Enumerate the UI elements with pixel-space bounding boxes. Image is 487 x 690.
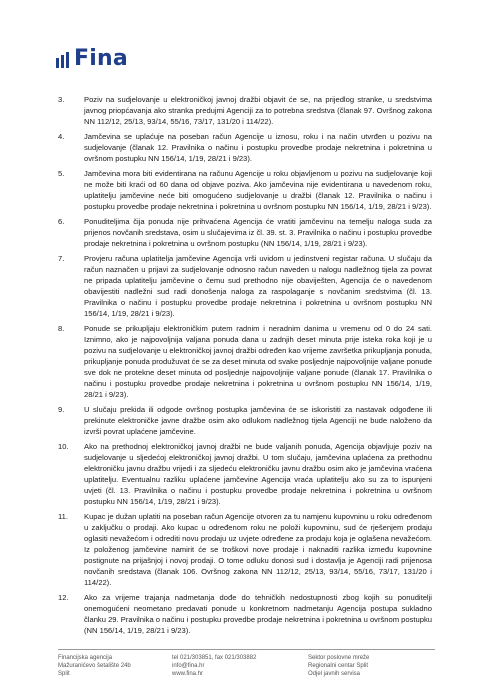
item-number: 5. [58, 169, 65, 178]
item-text: Ponude se prikupljaju elektroničkim putem radnim i neradnim danima u vremenu od 0 do 24 sati. Iznimno, ako je najpovoljnija valjana ponuda dana u zadnjih deset minuta prije isteka roka koji je u pozivu na sudjelovanje u elektroničkoj javnoj dražbi određen kao vrijeme završetka prikupljanja ponuda, prikupljanje ponuda produžuvat će se za deset minuta od svake posljednje najpovoljnije valjane ponude sve dok ne protekne deset minuta od posljednje najpovoljnije valjane ponude (članak 17. Pravilnika o načinu i postupku provedbe prodaje nekretnina i pokretnina u ovršnom postupku NN 156/14, 1/19, 28/21 i 9/23). [84, 324, 432, 399]
footer-regional-centre: Regionalni centar Split [308, 663, 369, 669]
item-number: 4. [58, 132, 65, 141]
item-text: Poziv na sudjelovanje u elektroničkoj javnoj dražbi objavit će se, na prijedlog stranke, u sredstvima javnog priopćavanja ako stranka predujmi Agenciji za to potrebna sredstva (članak 97. Ovršnog zakona NN 112/12, 25/13, 93/14, 55/16, 73/17, 131/20 i 114/22). [84, 95, 432, 126]
logo-bar [56, 58, 59, 68]
logo-bar [61, 55, 64, 68]
item-number: 3. [58, 95, 65, 104]
footer-city: Split [58, 671, 70, 677]
item-number: 9. [58, 405, 65, 414]
list-item-7 [58, 253, 432, 319]
item-text: Jamčevina se uplaćuje na poseban račun Agencije u iznosu, roku i na način utvrđen u pozivu na sudjelovanje (članak 12. Pravilnika o načinu i postupku provedbe prodaje nekretnina i pokretnina u ovršnom postupku NN 156/14, 1/19, 28/21 i 9/23). [84, 132, 432, 163]
footer-office: Odjel javnih servisa [308, 671, 361, 677]
item-text: U slučaju prekida ili odgode ovršnog postupka jamčevina će se iskoristiti za nastavak odgođene ili prekinute elektroničke javne dražbe osim ako odlukom nadležnog tijela Agenciji ne bude naloženo da izvrši povrat uplaćene jamčevine. [84, 405, 432, 436]
item-number: 11. [58, 512, 68, 521]
page-footer [58, 654, 438, 684]
list-item-5 [58, 168, 432, 212]
item-number: 12. [58, 593, 69, 602]
list-item-11 [58, 511, 432, 588]
item-text: Ako na prethodnoj elektroničkoj javnoj dražbi ne bude valjanih ponuda, Agencija objavljuje poziv na sudjelovanje u sljedećoj elektroničkoj javnoj dražbi. U tom slučaju, jamčevina uplaćena za prethodnu elektroničku javnu dražbu vrijedi i za sljedeću elektroničku javnu dražbu osim ako je jamčevina vraćena uplatitelju. Eventualnu razliku uplaćene jamčevine Agencija vraća uplatitelju ako su za to ispunjeni uvjeti (čl. 13. Pravilnika o načinu i postupku provedbe prodaje nekretnina i pokretnina u ovršnom postupku NN 156/14, 1/19, 28/21 i 9/23). [84, 442, 432, 506]
item-text: Ako za vrijeme trajanja nadmetanja dođe do tehničkih nedostupnosti zbog kojih su ponuditelji onemogućeni neometano predavati ponude u konkretnom nadmetanju Agencija postupa sukladno članku 29. Pravilnika o načinu i postupku provedbe prodaje nekretnina i pokretnina u ovršnom postupku (NN 156/14, 1/19, 28/21 i 9/23). [84, 593, 432, 635]
list-item-6 [58, 216, 432, 249]
footer-divider [58, 649, 435, 650]
logo-bar [66, 52, 69, 68]
item-text: Provjeru računa uplatitelja jamčevine Agencija vrši uvidom u jedinstveni registar računa. U slučaju da račun naznačen u prijavi za sudjelovanje odnosno račun naveden u nalogu nadležnog tijela za povrat ne pripada uplatitelju jamčevine o čemu sud prethodno nije obaviješten, Agencija će o navedenom obavijestiti nadležni sud radi donošenja naloga za raspolaganje s novčanim sredstvima (čl. 13. Pravilnika o načinu i postupku provedbe prodaje nekretnina i pokretnina u ovršnom postupku NN 156/14, 1/19, 28/21 i 9/23). [84, 254, 432, 318]
fina-logo [56, 46, 128, 71]
item-number: 8. [58, 324, 65, 333]
list-item-8 [58, 323, 432, 400]
footer-department [308, 654, 369, 678]
footer-website: www.fina.hr [172, 671, 204, 677]
item-text: Kupac je dužan uplatiti na poseban račun Agencije otvoren za tu namjenu kupovninu u roku određenom u zaključku o prodaji. Ako kupac u određenom roku ne položi kupovninu, sud će rješenjem prodaju oglasiti nevažećom i odrediti novu prodaju uz uvjete određene za prodaju koja je oglašena nevažećom. Iz položenog jamčevine namirit će se troškovi nove prodaje i naknaditi razlika između kupovnine postignute na prijašnjoj i novoj prodaji. O tome odluku donosi sud i dostavlja je Agenciji radi prijenosa novčanih sredstava (članak 106. Ovršnog zakona NN 112/12, 25/13, 93/14, 55/16, 73/17, 131/20 i 114/22). [84, 512, 432, 587]
footer-company-name: Financijska agencija [58, 655, 113, 661]
footer-address [58, 654, 131, 678]
list-item-12 [58, 592, 432, 636]
footer-contact [172, 654, 256, 678]
item-text: Jamčevina mora biti evidentirana na računu Agencije u roku objavljenom u pozivu na sudjelovanje koji ne može biti kraći od 60 dana od objave poziva. Ako jamčevina nije evidentirana u navedenom roku, uplatitelju jamčevine neće biti omogućeno sudjelovanje u dražbi (članak 12. Pravilnika o načinu i postupku provedbe prodaje nekretnina i pokretnina u ovršnom postupku NN 156/14, 1/19, 28/21 i 9/23). [84, 169, 432, 211]
footer-sector: Sektor poslovne mreže [308, 655, 370, 661]
document-body [58, 94, 432, 640]
footer-street: Mažuranićevo šetalište 24b [58, 663, 131, 669]
list-item-3 [58, 94, 432, 127]
item-text: Ponuditeljima čija ponuda nije prihvaćena Agencija će vratiti jamčevinu na temelju naloga suda za prijenos novčanih sredstava, osim u slučajevima iz čl. 39. st. 3. Pravilnika o načinu i postupku provedbe prodaje nekretnina i pokretnina u ovršnom postupku (NN 156/14, 1/19, 28/21 i 9/23). [84, 217, 432, 248]
footer-phone-fax: tel 021/303851, fax 021/303882 [172, 655, 257, 661]
item-number: 10. [58, 442, 69, 451]
fina-logo-mark [56, 50, 69, 68]
list-item-9 [58, 404, 432, 437]
footer-email: info@fina.hr [172, 663, 205, 669]
list-item-10 [58, 441, 432, 507]
list-item-4 [58, 131, 432, 164]
item-number: 7. [58, 254, 65, 263]
item-number: 6. [58, 217, 65, 226]
fina-logo-text: Fina [74, 46, 128, 71]
